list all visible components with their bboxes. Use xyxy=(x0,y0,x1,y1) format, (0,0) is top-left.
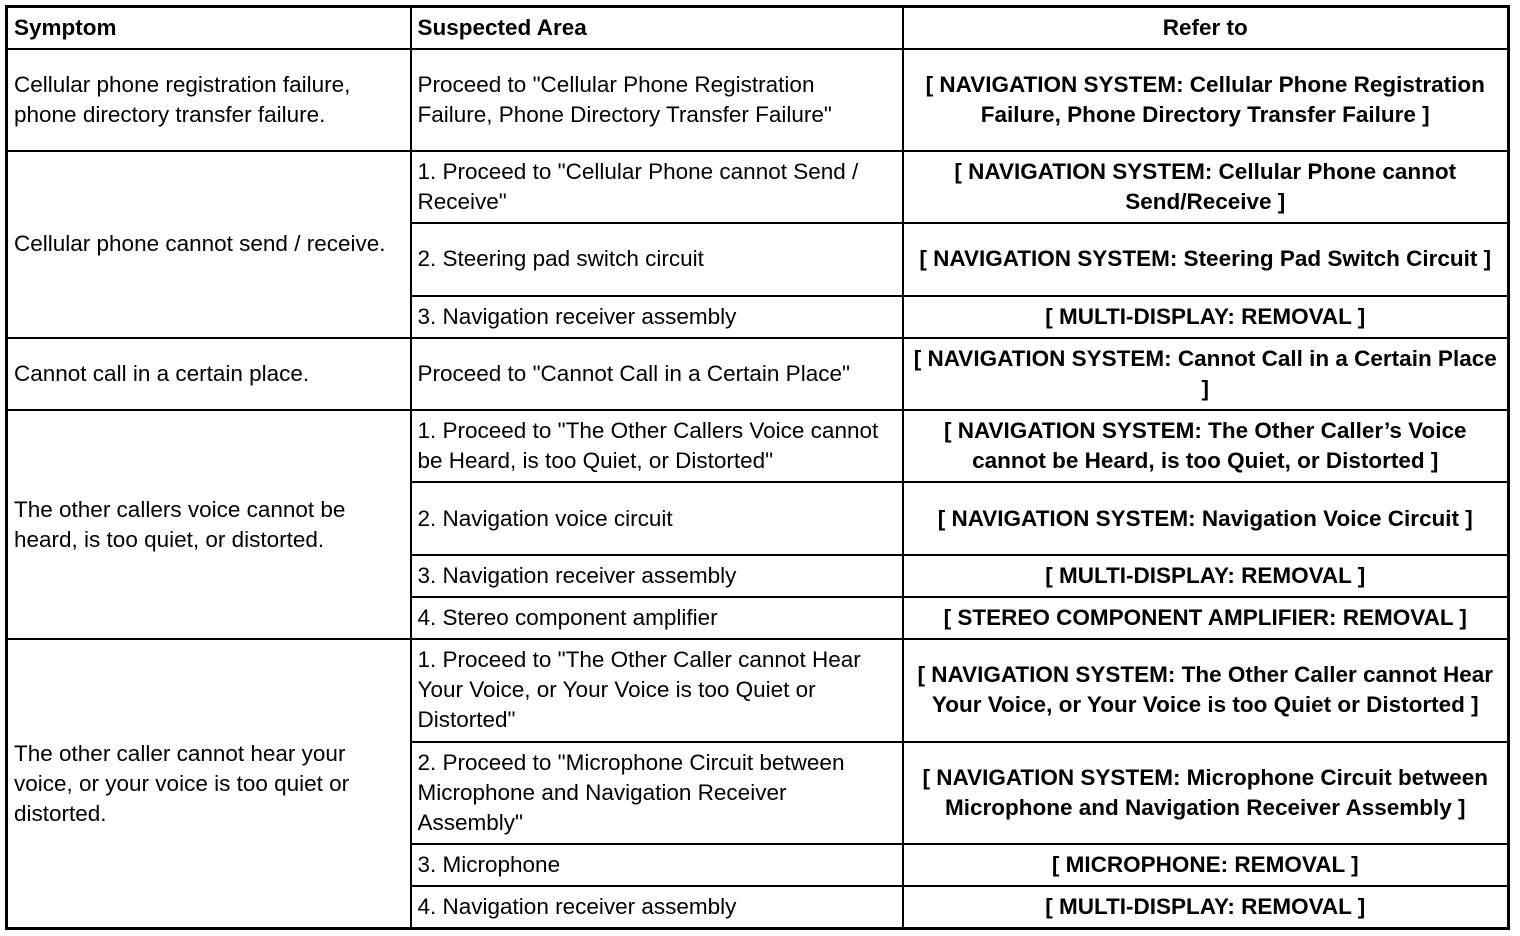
table-row xyxy=(7,338,1509,410)
suspected-area-cell: 3. Microphone xyxy=(411,844,903,886)
refer-to-cell: [ MULTI-DISPLAY: REMOVAL ] xyxy=(903,886,1509,928)
table-header-row xyxy=(7,7,1509,49)
refer-to-cell: [ NAVIGATION SYSTEM: Microphone Circuit between Microphone and Navigation Receiver Assembly ] xyxy=(903,742,1509,844)
refer-to-cell: [ MULTI-DISPLAY: REMOVAL ] xyxy=(903,296,1509,338)
suspected-area-cell: 2. Navigation voice circuit xyxy=(411,482,903,554)
refer-to-cell: [ STEREO COMPONENT AMPLIFIER: REMOVAL ] xyxy=(903,597,1509,639)
refer-to-cell: [ NAVIGATION SYSTEM: Cannot Call in a Certain Place ] xyxy=(903,338,1509,410)
refer-to-cell: [ NAVIGATION SYSTEM: Cellular Phone Registration Failure, Phone Directory Transfer Failure ] xyxy=(903,49,1509,151)
header-symptom: Symptom xyxy=(7,7,411,49)
suspected-area-cell: 4. Stereo component amplifier xyxy=(411,597,903,639)
refer-to-cell: [ NAVIGATION SYSTEM: Cellular Phone cannot Send/Receive ] xyxy=(903,151,1509,223)
suspected-area-cell: 1. Proceed to "The Other Callers Voice cannot be Heard, is too Quiet, or Distorted" xyxy=(411,410,903,482)
table-row xyxy=(7,49,1509,151)
suspected-area-cell: 4. Navigation receiver assembly xyxy=(411,886,903,928)
symptom-cell: Cellular phone registration failure, phone directory transfer failure. xyxy=(7,49,411,151)
suspected-area-cell: 3. Navigation receiver assembly xyxy=(411,555,903,597)
symptom-cell: Cellular phone cannot send / receive. xyxy=(7,151,411,338)
header-suspected-area: Suspected Area xyxy=(411,7,903,49)
header-refer-to: Refer to xyxy=(903,7,1509,49)
suspected-area-cell: 2. Proceed to "Microphone Circuit between Microphone and Navigation Receiver Assembly" xyxy=(411,742,903,844)
table-row xyxy=(7,410,1509,482)
suspected-area-cell: 2. Steering pad switch circuit xyxy=(411,223,903,295)
table-row xyxy=(7,639,1509,741)
refer-to-cell: [ MULTI-DISPLAY: REMOVAL ] xyxy=(903,555,1509,597)
symptom-cell: The other caller cannot hear your voice, or your voice is too quiet or distorted. xyxy=(7,639,411,928)
refer-to-cell: [ NAVIGATION SYSTEM: The Other Caller’s Voice cannot be Heard, is too Quiet, or Distorted ] xyxy=(903,410,1509,482)
symptom-table xyxy=(5,5,1510,930)
suspected-area-cell: 3. Navigation receiver assembly xyxy=(411,296,903,338)
symptom-cell: Cannot call in a certain place. xyxy=(7,338,411,410)
symptom-cell: The other callers voice cannot be heard, is too quiet, or distorted. xyxy=(7,410,411,639)
refer-to-cell: [ NAVIGATION SYSTEM: Steering Pad Switch Circuit ] xyxy=(903,223,1509,295)
table-row xyxy=(7,151,1509,223)
refer-to-cell: [ MICROPHONE: REMOVAL ] xyxy=(903,844,1509,886)
suspected-area-cell: Proceed to "Cannot Call in a Certain Place" xyxy=(411,338,903,410)
refer-to-cell: [ NAVIGATION SYSTEM: The Other Caller cannot Hear Your Voice, or Your Voice is too Quiet or Distorted ] xyxy=(903,639,1509,741)
suspected-area-cell: Proceed to "Cellular Phone Registration Failure, Phone Directory Transfer Failure" xyxy=(411,49,903,151)
refer-to-cell: [ NAVIGATION SYSTEM: Navigation Voice Circuit ] xyxy=(903,482,1509,554)
suspected-area-cell: 1. Proceed to "The Other Caller cannot Hear Your Voice, or Your Voice is too Quiet or Distorted" xyxy=(411,639,903,741)
suspected-area-cell: 1. Proceed to "Cellular Phone cannot Send / Receive" xyxy=(411,151,903,223)
